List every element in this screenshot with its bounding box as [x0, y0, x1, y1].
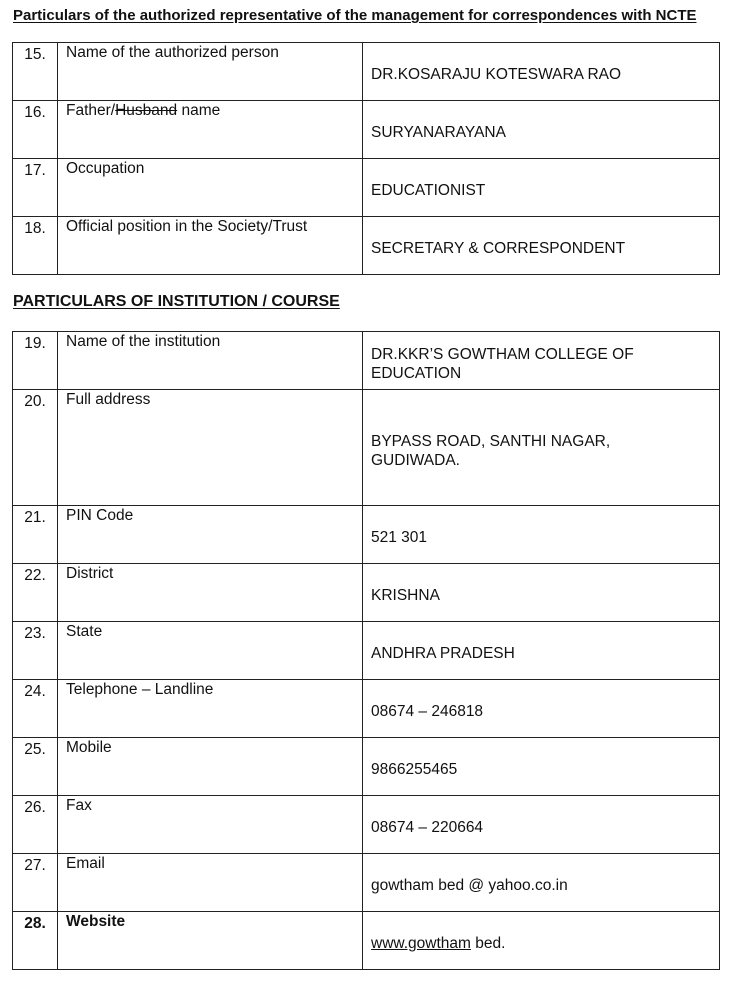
field-value: SURYANARAYANA: [363, 101, 720, 159]
field-value: www.gowtham bed.: [363, 912, 720, 970]
table-row: [13, 796, 720, 854]
field-label: PIN Code: [58, 506, 363, 564]
row-number: 22.: [13, 564, 58, 622]
field-label: Name of the authorized person: [58, 43, 363, 101]
field-label: State: [58, 622, 363, 680]
row-number: 27.: [13, 854, 58, 912]
table-row: [13, 390, 720, 506]
field-value: 08674 – 220664: [363, 796, 720, 854]
field-value: SECRETARY & CORRESPONDENT: [363, 217, 720, 275]
section-heading-representative: Particulars of the authorized representative of the management for correspondences with NCTE: [13, 7, 697, 24]
field-label: Occupation: [58, 159, 363, 217]
institution-table: [12, 331, 720, 970]
field-label: Mobile: [58, 738, 363, 796]
row-number: 16.: [13, 101, 58, 159]
table-row: [13, 332, 720, 390]
row-number: 23.: [13, 622, 58, 680]
row-number: 21.: [13, 506, 58, 564]
table-row: [13, 680, 720, 738]
field-label: District: [58, 564, 363, 622]
representative-table: [12, 42, 720, 275]
field-value: EDUCATIONIST: [363, 159, 720, 217]
section-heading-institution: PARTICULARS OF INSTITUTION / COURSE: [13, 293, 340, 310]
website-link[interactable]: www.gowtham: [371, 935, 471, 952]
field-value: DR.KOSARAJU KOTESWARA RAO: [363, 43, 720, 101]
field-label: Official position in the Society/Trust: [58, 217, 363, 275]
table-row: [13, 43, 720, 101]
field-value: 9866255465: [363, 738, 720, 796]
table-row: [13, 101, 720, 159]
table-row: [13, 506, 720, 564]
field-label: Father/Husband name: [58, 101, 363, 159]
field-label: Fax: [58, 796, 363, 854]
row-number: 25.: [13, 738, 58, 796]
table-row: [13, 738, 720, 796]
field-label: Name of the institution: [58, 332, 363, 390]
field-label: Email: [58, 854, 363, 912]
field-value: gowtham bed @ yahoo.co.in: [363, 854, 720, 912]
field-value: ANDHRA PRADESH: [363, 622, 720, 680]
row-number: 20.: [13, 390, 58, 506]
field-label: Website: [58, 912, 363, 970]
table-row: [13, 159, 720, 217]
table-row: [13, 854, 720, 912]
field-label: Telephone – Landline: [58, 680, 363, 738]
table-row: [13, 217, 720, 275]
row-number: 26.: [13, 796, 58, 854]
field-value: DR.KKR’S GOWTHAM COLLEGE OF EDUCATION: [363, 332, 720, 390]
field-value: BYPASS ROAD, SANTHI NAGAR, GUDIWADA.: [363, 390, 720, 506]
field-value: 08674 – 246818: [363, 680, 720, 738]
struck-text: Husband: [115, 102, 178, 119]
field-value: KRISHNA: [363, 564, 720, 622]
row-number: 15.: [13, 43, 58, 101]
row-number: 18.: [13, 217, 58, 275]
field-value: 521 301: [363, 506, 720, 564]
row-number: 17.: [13, 159, 58, 217]
field-label: Full address: [58, 390, 363, 506]
row-number: 28.: [13, 912, 58, 970]
row-number: 19.: [13, 332, 58, 390]
table-row: [13, 622, 720, 680]
row-number: 24.: [13, 680, 58, 738]
table-row: [13, 912, 720, 970]
table-row: [13, 564, 720, 622]
